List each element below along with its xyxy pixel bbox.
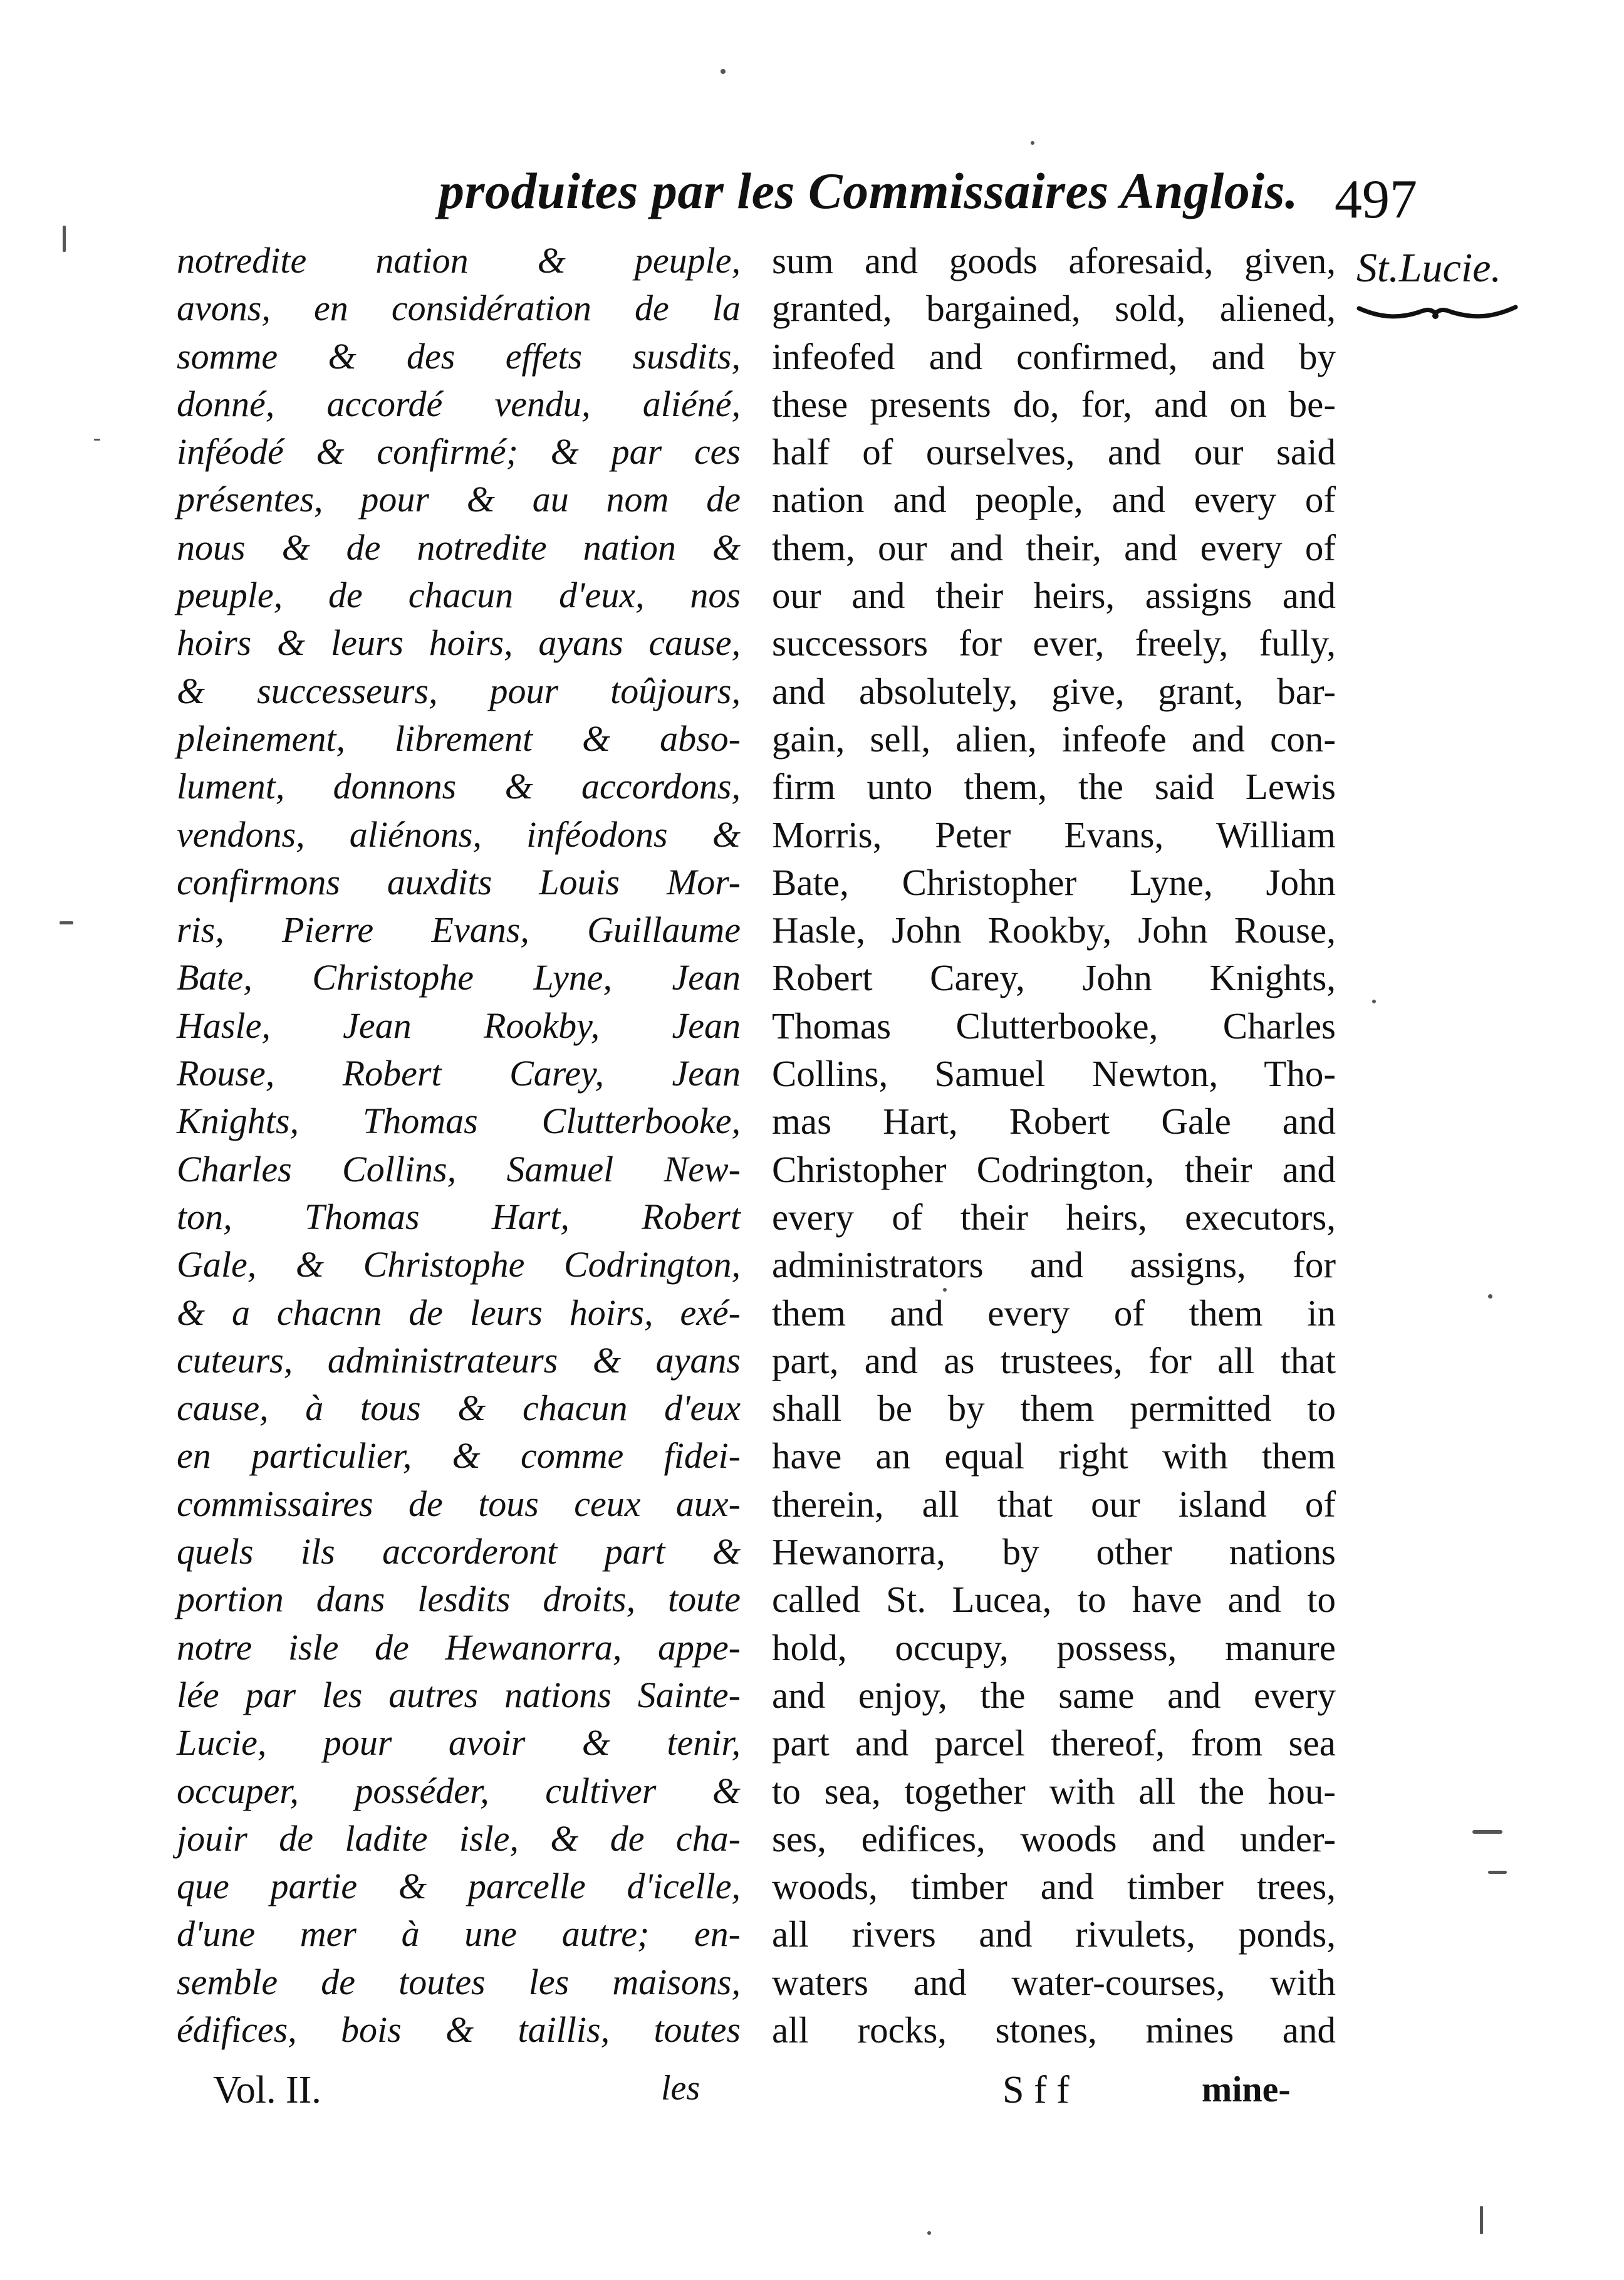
french-line: vendons, aliénons, inféodons & (177, 813, 741, 855)
english-line: administrators and assigns, for (772, 1244, 1336, 1286)
french-line: commissaires de tous ceux aux- (177, 1483, 741, 1524)
french-catchword: les (661, 2069, 700, 2108)
english-line: these presents do, for, and on be- (772, 383, 1336, 425)
french-line: Hasle, Jean Rookby, Jean (177, 1005, 741, 1046)
scan-speck (1372, 1000, 1376, 1003)
french-line: semble de toutes les maisons, (177, 1961, 741, 2002)
scan-speck (63, 226, 66, 252)
scan-speck (94, 439, 100, 441)
scan-speck (1488, 1294, 1492, 1299)
french-column (177, 237, 741, 2054)
french-line: nous & de notredite nation & (177, 526, 741, 568)
french-line: hoirs & leurs hoirs, ayans cause, (177, 622, 741, 664)
english-line: half of ourselves, and our said (772, 431, 1336, 473)
french-line: confirmons auxdits Louis Mor- (177, 861, 741, 902)
english-line: every of their heirs, executors, (772, 1196, 1336, 1238)
english-line: firm unto them, the said Lewis (772, 766, 1336, 808)
scan-speck (721, 69, 726, 74)
english-line: and enjoy, the same and every (772, 1674, 1336, 1716)
scan-speck (60, 921, 73, 924)
english-line: and absolutely, give, grant, bar- (772, 670, 1336, 712)
scan-speck (1031, 141, 1034, 145)
french-line: lument, donnons & accordons, (177, 766, 741, 807)
scan-speck (1480, 2206, 1483, 2234)
english-line: Hewanorra, by other nations (772, 1531, 1336, 1573)
french-line: occuper, posséder, cultiver & (177, 1770, 741, 1811)
english-line: part, and as trustees, for all that (772, 1339, 1336, 1381)
french-line: Bate, Christophe Lyne, Jean (177, 957, 741, 998)
english-line: Morris, Peter Evans, William (772, 813, 1336, 855)
french-line: cause, à tous & chacun d'eux (177, 1388, 741, 1429)
french-line: en particulier, & comme fidei- (177, 1435, 741, 1477)
french-line: Lucie, pour avoir & tenir, (177, 1722, 741, 1764)
french-line: d'une mer à une autre; en- (177, 1913, 741, 1955)
french-line: quels ils accorderont part & (177, 1531, 741, 1572)
english-line: successors for ever, freely, fully, (772, 622, 1336, 664)
english-line: our and their heirs, assigns and (772, 575, 1336, 617)
french-line: Gale, & Christophe Codrington, (177, 1244, 741, 1285)
scan-speck (1488, 1871, 1507, 1874)
french-line: inféodé & confirmé; & par ces (177, 431, 741, 473)
french-line: pleinement, librement & abso- (177, 718, 741, 759)
english-line: infeofed and confirmed, and by (772, 335, 1336, 377)
french-line: somme & des effets susdits, (177, 335, 741, 377)
french-line: ton, Thomas Hart, Robert (177, 1196, 741, 1237)
margin-flourish-ornament (1356, 300, 1519, 325)
french-line: avons, en considération de la (177, 288, 741, 329)
volume-label: Vol. II. (213, 2069, 321, 2111)
english-line: gain, sell, alien, infeofe and con- (772, 718, 1336, 760)
english-line: therein, all that our island of (772, 1483, 1336, 1525)
english-line: called St. Lucea, to have and to (772, 1579, 1336, 1621)
french-line: Charles Collins, Samuel New- (177, 1148, 741, 1190)
english-line: ses, edifices, woods and under- (772, 1817, 1336, 1859)
english-line: them and every of them in (772, 1292, 1336, 1334)
english-catchword: mine- (1202, 2069, 1291, 2110)
english-line: them, our and their, and every of (772, 526, 1336, 568)
english-line: Christopher Codrington, their and (772, 1148, 1336, 1190)
running-head: produites par les Commissaires Anglois. (439, 162, 1298, 219)
french-line: notredite nation & peuple, (177, 240, 741, 281)
margin-note: St.Lucie. (1356, 245, 1501, 291)
english-line: waters and water-courses, with (772, 1961, 1336, 2003)
english-line: hold, occupy, possess, manure (772, 1626, 1336, 1668)
french-line: Knights, Thomas Clutterbooke, (177, 1101, 741, 1142)
english-line: Collins, Samuel Newton, Tho- (772, 1053, 1336, 1095)
french-line: cuteurs, administrateurs & ayans (177, 1339, 741, 1381)
english-line: shall be by them permitted to (772, 1388, 1336, 1430)
french-line: donné, accordé vendu, aliéné, (177, 383, 741, 424)
french-line: & a chacnn de leurs hoirs, exé- (177, 1292, 741, 1333)
french-line: jouir de ladite isle, & de cha- (177, 1817, 741, 1859)
english-line: Hasle, John Rookby, John Rouse, (772, 909, 1336, 951)
scan-speck (1472, 1830, 1502, 1834)
english-line: Bate, Christopher Lyne, John (772, 861, 1336, 903)
english-line: Robert Carey, John Knights, (772, 957, 1336, 999)
english-line: part and parcel thereof, from sea (772, 1722, 1336, 1764)
english-line: all rivers and rivulets, ponds, (772, 1913, 1336, 1955)
french-line: présentes, pour & au nom de (177, 479, 741, 520)
english-line: sum and goods aforesaid, given, (772, 240, 1336, 281)
french-line: édifices, bois & taillis, toutes (177, 2009, 741, 2050)
french-line: ris, Pierre Evans, Guillaume (177, 909, 741, 951)
english-line: nation and people, and every of (772, 479, 1336, 521)
english-line: to sea, together with all the hou- (772, 1770, 1336, 1812)
english-line: have an equal right with them (772, 1435, 1336, 1477)
english-column (772, 237, 1336, 2054)
english-line: woods, timber and timber trees, (772, 1866, 1336, 1908)
french-line: lée par les autres nations Sainte- (177, 1674, 741, 1715)
scan-speck (927, 2231, 931, 2235)
page-number: 497 (1335, 169, 1417, 230)
french-line: notre isle de Hewanorra, appe- (177, 1626, 741, 1668)
english-line: mas Hart, Robert Gale and (772, 1101, 1336, 1143)
french-line: Rouse, Robert Carey, Jean (177, 1053, 741, 1094)
french-line: portion dans lesdits droits, toute (177, 1579, 741, 1620)
signature-mark: S f f (1002, 2069, 1070, 2111)
french-line: peuple, de chacun d'eux, nos (177, 575, 741, 616)
english-line: all rocks, stones, mines and (772, 2009, 1336, 2051)
french-line: & successeurs, pour toûjours, (177, 670, 741, 711)
french-line: que partie & parcelle d'icelle, (177, 1866, 741, 1907)
english-line: Thomas Clutterbooke, Charles (772, 1005, 1336, 1047)
english-line: granted, bargained, sold, aliened, (772, 288, 1336, 330)
scan-speck (943, 1288, 947, 1292)
